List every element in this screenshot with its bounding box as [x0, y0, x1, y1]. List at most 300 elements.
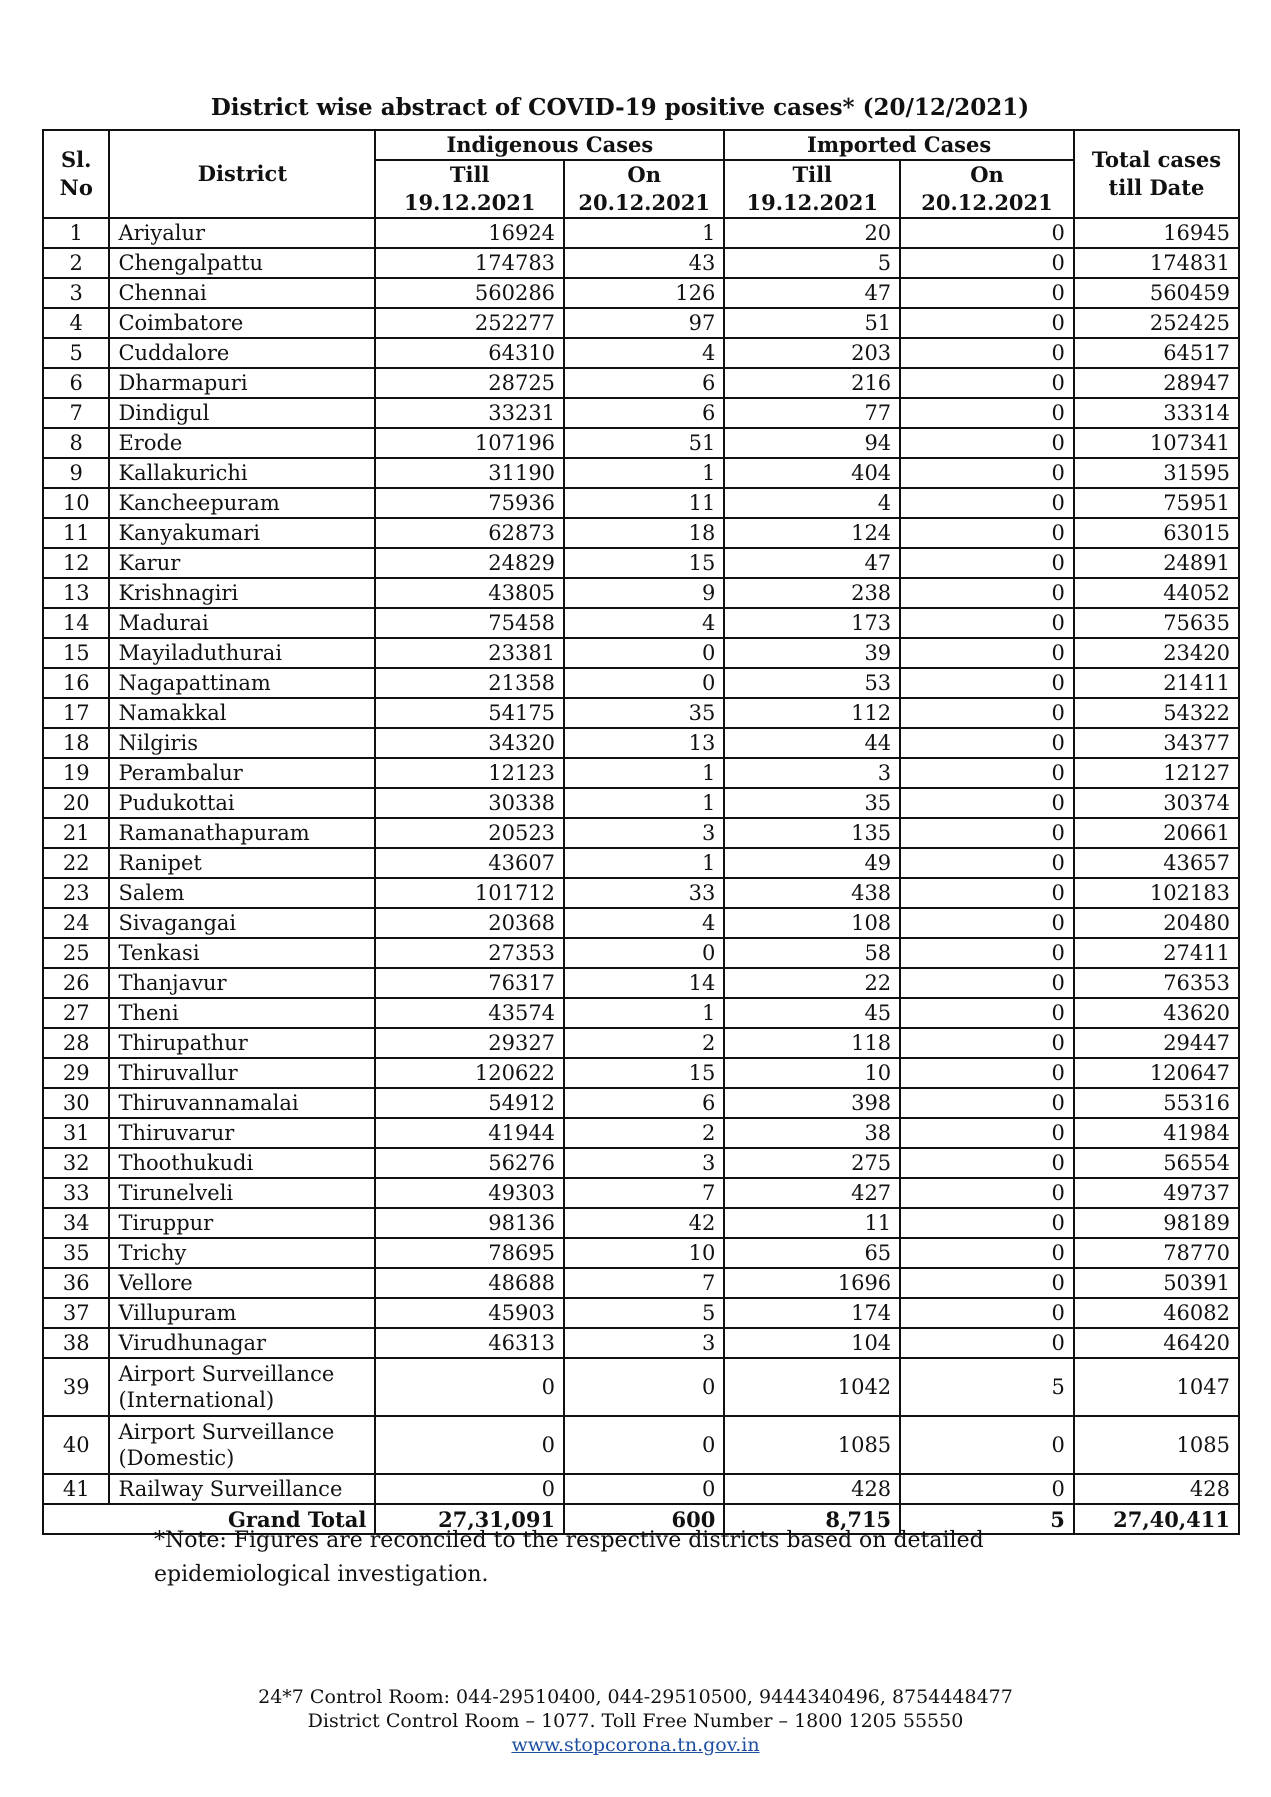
cell-total: 75951 [1074, 488, 1239, 518]
cell-imported-till: 112 [724, 698, 900, 728]
cell-total: 34377 [1074, 728, 1239, 758]
cell-total: 33314 [1074, 398, 1239, 428]
cell-total: 43657 [1074, 848, 1239, 878]
cell-sl-no: 28 [43, 1028, 109, 1058]
cell-indigenous-on: 97 [564, 308, 724, 338]
cell-indigenous-on: 51 [564, 428, 724, 458]
cell-indigenous-on: 0 [564, 1416, 724, 1474]
cell-imported-till: 10 [724, 1058, 900, 1088]
cell-imported-till: 58 [724, 938, 900, 968]
cell-sl-no: 36 [43, 1268, 109, 1298]
cell-indigenous-till: 20368 [375, 908, 564, 938]
cell-indigenous-on: 13 [564, 728, 724, 758]
cell-district: Airport Surveillance (Domestic) [109, 1416, 375, 1474]
cell-imported-on: 0 [900, 788, 1074, 818]
cell-imported-on: 0 [900, 668, 1074, 698]
cell-imported-on: 0 [900, 518, 1074, 548]
header-total: Total cases till Date [1074, 130, 1239, 218]
cell-indigenous-on: 3 [564, 1148, 724, 1178]
table-body [43, 218, 1239, 1504]
cell-sl-no: 6 [43, 368, 109, 398]
cell-district: Trichy [109, 1238, 375, 1268]
grand-total-cases: 27,40,411 [1074, 1504, 1239, 1534]
cell-total: 102183 [1074, 878, 1239, 908]
cell-district: Dharmapuri [109, 368, 375, 398]
cell-district: Kallakurichi [109, 458, 375, 488]
cell-indigenous-on: 6 [564, 398, 724, 428]
cell-district: Chengalpattu [109, 248, 375, 278]
header-indigenous: Indigenous Cases [375, 130, 724, 160]
cell-sl-no: 9 [43, 458, 109, 488]
cell-imported-on: 0 [900, 758, 1074, 788]
table-row [43, 218, 1239, 248]
cell-total: 28947 [1074, 368, 1239, 398]
table-row [43, 308, 1239, 338]
table-row [43, 248, 1239, 278]
cell-district: Vellore [109, 1268, 375, 1298]
cell-total: 46420 [1074, 1328, 1239, 1358]
cell-indigenous-on: 126 [564, 278, 724, 308]
cell-district: Thiruvallur [109, 1058, 375, 1088]
cell-sl-no: 38 [43, 1328, 109, 1358]
table-row [43, 1088, 1239, 1118]
cell-indigenous-till: 62873 [375, 518, 564, 548]
cell-district: Coimbatore [109, 308, 375, 338]
cell-district: Krishnagiri [109, 578, 375, 608]
cell-imported-till: 438 [724, 878, 900, 908]
cell-district: Ranipet [109, 848, 375, 878]
cell-imported-till: 1085 [724, 1416, 900, 1474]
cell-imported-on: 0 [900, 1058, 1074, 1088]
cell-imported-on: 0 [900, 698, 1074, 728]
cell-imported-till: 45 [724, 998, 900, 1028]
cell-imported-on: 0 [900, 908, 1074, 938]
cell-indigenous-on: 42 [564, 1208, 724, 1238]
cell-sl-no: 39 [43, 1358, 109, 1416]
cell-total: 1047 [1074, 1358, 1239, 1416]
cell-sl-no: 2 [43, 248, 109, 278]
cell-indigenous-till: 28725 [375, 368, 564, 398]
cell-imported-till: 5 [724, 248, 900, 278]
cell-indigenous-on: 4 [564, 608, 724, 638]
cell-district: Cuddalore [109, 338, 375, 368]
cell-imported-on: 0 [900, 1416, 1074, 1474]
cell-indigenous-on: 7 [564, 1268, 724, 1298]
cell-district: Thiruvarur [109, 1118, 375, 1148]
cell-total: 43620 [1074, 998, 1239, 1028]
cell-indigenous-till: 78695 [375, 1238, 564, 1268]
cell-imported-till: 39 [724, 638, 900, 668]
cell-district: Mayiladuthurai [109, 638, 375, 668]
cell-imported-till: 65 [724, 1238, 900, 1268]
cell-imported-on: 0 [900, 1118, 1074, 1148]
cell-imported-on: 0 [900, 458, 1074, 488]
table-row [43, 518, 1239, 548]
cell-sl-no: 35 [43, 1238, 109, 1268]
cell-indigenous-on: 0 [564, 1358, 724, 1416]
cell-district: Thanjavur [109, 968, 375, 998]
cell-district: Namakkal [109, 698, 375, 728]
grand-total-label: Grand Total [43, 1504, 375, 1534]
cell-imported-till: 49 [724, 848, 900, 878]
cell-sl-no: 41 [43, 1474, 109, 1504]
cell-sl-no: 19 [43, 758, 109, 788]
cell-imported-on: 0 [900, 338, 1074, 368]
cell-indigenous-on: 6 [564, 1088, 724, 1118]
table-row [43, 1028, 1239, 1058]
cell-imported-till: 135 [724, 818, 900, 848]
grand-total-indigenous-on: 600 [564, 1504, 724, 1534]
header-indigenous-on: On 20.12.2021 [564, 160, 724, 218]
cell-total: 20661 [1074, 818, 1239, 848]
cell-district: Tenkasi [109, 938, 375, 968]
cell-imported-on: 0 [900, 428, 1074, 458]
table-row [43, 668, 1239, 698]
cell-imported-on: 0 [900, 1268, 1074, 1298]
cell-indigenous-till: 43805 [375, 578, 564, 608]
cell-sl-no: 4 [43, 308, 109, 338]
cell-imported-till: 94 [724, 428, 900, 458]
cell-total: 24891 [1074, 548, 1239, 578]
cell-imported-till: 47 [724, 548, 900, 578]
cell-sl-no: 8 [43, 428, 109, 458]
cell-indigenous-on: 43 [564, 248, 724, 278]
table-row [43, 428, 1239, 458]
cell-total: 56554 [1074, 1148, 1239, 1178]
cell-indigenous-till: 12123 [375, 758, 564, 788]
cell-total: 44052 [1074, 578, 1239, 608]
table-row [43, 608, 1239, 638]
website-link[interactable]: www.stopcorona.tn.gov.in [511, 1734, 760, 1756]
header-sl-no: Sl. No [43, 130, 109, 218]
cell-imported-on: 0 [900, 1208, 1074, 1238]
control-room-line: 24*7 Control Room: 044-29510400, 044-29510500, 9444340496, 8754448477 [258, 1686, 1013, 1708]
cell-indigenous-on: 33 [564, 878, 724, 908]
grand-total-imported-till: 8,715 [724, 1504, 900, 1534]
cell-imported-on: 0 [900, 488, 1074, 518]
cell-total: 560459 [1074, 278, 1239, 308]
table-row [43, 1416, 1239, 1474]
cell-indigenous-till: 45903 [375, 1298, 564, 1328]
table-row [43, 728, 1239, 758]
table-row [43, 638, 1239, 668]
cell-sl-no: 1 [43, 218, 109, 248]
cell-district: Sivagangai [109, 908, 375, 938]
cell-sl-no: 12 [43, 548, 109, 578]
footnote: *Note: Figures are reconciled to the respective districts based on detailed epidemiological investigation. [154, 1528, 984, 1587]
header-district: District [109, 130, 375, 218]
table-row [43, 758, 1239, 788]
cell-sl-no: 37 [43, 1298, 109, 1328]
covid-cases-table [42, 129, 1240, 1535]
cell-imported-till: 44 [724, 728, 900, 758]
cell-indigenous-till: 21358 [375, 668, 564, 698]
cell-sl-no: 13 [43, 578, 109, 608]
cell-indigenous-on: 14 [564, 968, 724, 998]
cell-district: Nagapattinam [109, 668, 375, 698]
cell-indigenous-till: 0 [375, 1358, 564, 1416]
cell-imported-on: 0 [900, 878, 1074, 908]
cell-imported-on: 0 [900, 368, 1074, 398]
cell-indigenous-till: 29327 [375, 1028, 564, 1058]
cell-indigenous-on: 35 [564, 698, 724, 728]
table-row [43, 1118, 1239, 1148]
cell-total: 30374 [1074, 788, 1239, 818]
cell-imported-till: 174 [724, 1298, 900, 1328]
cell-indigenous-on: 1 [564, 758, 724, 788]
cell-indigenous-till: 56276 [375, 1148, 564, 1178]
cell-imported-till: 11 [724, 1208, 900, 1238]
cell-total: 98189 [1074, 1208, 1239, 1238]
cell-district: Salem [109, 878, 375, 908]
cell-imported-on: 0 [900, 398, 1074, 428]
cell-indigenous-till: 43574 [375, 998, 564, 1028]
cell-sl-no: 7 [43, 398, 109, 428]
cell-district: Tirunelveli [109, 1178, 375, 1208]
cell-imported-on: 0 [900, 218, 1074, 248]
cell-imported-till: 4 [724, 488, 900, 518]
cell-total: 27411 [1074, 938, 1239, 968]
table-row [43, 488, 1239, 518]
cell-indigenous-till: 33231 [375, 398, 564, 428]
cell-imported-till: 124 [724, 518, 900, 548]
cell-indigenous-on: 18 [564, 518, 724, 548]
cell-total: 23420 [1074, 638, 1239, 668]
table-row [43, 278, 1239, 308]
cell-indigenous-till: 101712 [375, 878, 564, 908]
cell-indigenous-till: 120622 [375, 1058, 564, 1088]
cell-indigenous-till: 23381 [375, 638, 564, 668]
cell-imported-on: 0 [900, 278, 1074, 308]
grand-total-indigenous-till: 27,31,091 [375, 1504, 564, 1534]
table-row [43, 1268, 1239, 1298]
cell-imported-till: 51 [724, 308, 900, 338]
cell-total: 64517 [1074, 338, 1239, 368]
cell-total: 107341 [1074, 428, 1239, 458]
cell-indigenous-on: 1 [564, 788, 724, 818]
cell-imported-till: 118 [724, 1028, 900, 1058]
cell-sl-no: 11 [43, 518, 109, 548]
cell-imported-on: 0 [900, 968, 1074, 998]
cell-sl-no: 16 [43, 668, 109, 698]
cell-indigenous-on: 11 [564, 488, 724, 518]
cell-sl-no: 24 [43, 908, 109, 938]
cell-imported-till: 35 [724, 788, 900, 818]
cell-total: 54322 [1074, 698, 1239, 728]
cell-imported-till: 20 [724, 218, 900, 248]
table-row [43, 818, 1239, 848]
cell-imported-on: 0 [900, 1148, 1074, 1178]
table-row [43, 938, 1239, 968]
cell-indigenous-on: 3 [564, 1328, 724, 1358]
cell-imported-till: 1696 [724, 1268, 900, 1298]
cell-indigenous-till: 0 [375, 1416, 564, 1474]
cell-indigenous-on: 2 [564, 1118, 724, 1148]
cell-indigenous-till: 560286 [375, 278, 564, 308]
cell-sl-no: 22 [43, 848, 109, 878]
cell-imported-till: 1042 [724, 1358, 900, 1416]
cell-sl-no: 18 [43, 728, 109, 758]
cell-district: Thoothukudi [109, 1148, 375, 1178]
grand-total-imported-on: 5 [900, 1504, 1074, 1534]
cell-imported-till: 108 [724, 908, 900, 938]
cell-sl-no: 30 [43, 1088, 109, 1118]
table-row [43, 1474, 1239, 1504]
cell-imported-on: 0 [900, 578, 1074, 608]
cell-total: 46082 [1074, 1298, 1239, 1328]
cell-district: Railway Surveillance [109, 1474, 375, 1504]
cell-sl-no: 3 [43, 278, 109, 308]
table-row [43, 1058, 1239, 1088]
header-indigenous-till: Till 19.12.2021 [375, 160, 564, 218]
cell-total: 75635 [1074, 608, 1239, 638]
cell-indigenous-on: 0 [564, 1474, 724, 1504]
table-row [43, 998, 1239, 1028]
cell-sl-no: 14 [43, 608, 109, 638]
cell-district: Kancheepuram [109, 488, 375, 518]
cell-imported-till: 38 [724, 1118, 900, 1148]
cell-indigenous-till: 34320 [375, 728, 564, 758]
cell-indigenous-till: 75458 [375, 608, 564, 638]
cell-sl-no: 31 [43, 1118, 109, 1148]
cell-indigenous-till: 41944 [375, 1118, 564, 1148]
cell-district: Erode [109, 428, 375, 458]
footer [0, 1685, 1271, 1757]
table-row [43, 878, 1239, 908]
cell-imported-on: 0 [900, 1474, 1074, 1504]
table-row [43, 338, 1239, 368]
table-row [43, 1148, 1239, 1178]
cell-district: Thirupathur [109, 1028, 375, 1058]
cell-total: 76353 [1074, 968, 1239, 998]
cell-indigenous-till: 30338 [375, 788, 564, 818]
cell-indigenous-till: 49303 [375, 1178, 564, 1208]
cell-total: 49737 [1074, 1178, 1239, 1208]
cell-imported-till: 238 [724, 578, 900, 608]
cell-district: Theni [109, 998, 375, 1028]
cell-imported-till: 173 [724, 608, 900, 638]
cell-indigenous-till: 43607 [375, 848, 564, 878]
cell-indigenous-on: 4 [564, 338, 724, 368]
cell-imported-till: 3 [724, 758, 900, 788]
cell-total: 120647 [1074, 1058, 1239, 1088]
cell-district: Ramanathapuram [109, 818, 375, 848]
cell-district: Dindigul [109, 398, 375, 428]
cell-district: Tiruppur [109, 1208, 375, 1238]
cell-total: 1085 [1074, 1416, 1239, 1474]
cell-indigenous-till: 24829 [375, 548, 564, 578]
cell-total: 252425 [1074, 308, 1239, 338]
cell-indigenous-till: 174783 [375, 248, 564, 278]
district-control-line: District Control Room – 1077. Toll Free Number – 1800 1205 55550 [307, 1710, 964, 1732]
cell-district: Virudhunagar [109, 1328, 375, 1358]
table-row [43, 1298, 1239, 1328]
cell-sl-no: 32 [43, 1148, 109, 1178]
cell-imported-on: 0 [900, 1028, 1074, 1058]
cell-total: 174831 [1074, 248, 1239, 278]
cell-total: 16945 [1074, 218, 1239, 248]
cell-district: Ariyalur [109, 218, 375, 248]
cell-indigenous-till: 31190 [375, 458, 564, 488]
cell-district: Pudukottai [109, 788, 375, 818]
cell-indigenous-on: 7 [564, 1178, 724, 1208]
cell-total: 78770 [1074, 1238, 1239, 1268]
cell-total: 55316 [1074, 1088, 1239, 1118]
cell-imported-till: 216 [724, 368, 900, 398]
cell-indigenous-on: 1 [564, 218, 724, 248]
cell-imported-on: 0 [900, 1088, 1074, 1118]
table-row [43, 458, 1239, 488]
cell-indigenous-till: 27353 [375, 938, 564, 968]
cell-district: Kanyakumari [109, 518, 375, 548]
cell-imported-till: 104 [724, 1328, 900, 1358]
cell-sl-no: 21 [43, 818, 109, 848]
table-row [43, 398, 1239, 428]
cell-district: Villupuram [109, 1298, 375, 1328]
cell-total: 21411 [1074, 668, 1239, 698]
cell-indigenous-on: 0 [564, 638, 724, 668]
cell-imported-on: 0 [900, 938, 1074, 968]
cell-total: 29447 [1074, 1028, 1239, 1058]
table-row [43, 548, 1239, 578]
table-row [43, 1358, 1239, 1416]
cell-indigenous-on: 1 [564, 998, 724, 1028]
cell-imported-on: 0 [900, 638, 1074, 668]
cell-indigenous-on: 0 [564, 668, 724, 698]
cell-total: 41984 [1074, 1118, 1239, 1148]
cell-indigenous-till: 16924 [375, 218, 564, 248]
cell-imported-till: 275 [724, 1148, 900, 1178]
cell-imported-on: 0 [900, 1298, 1074, 1328]
cell-imported-till: 404 [724, 458, 900, 488]
cell-imported-on: 0 [900, 248, 1074, 278]
cell-district: Thiruvannamalai [109, 1088, 375, 1118]
cell-sl-no: 40 [43, 1416, 109, 1474]
cell-imported-on: 0 [900, 848, 1074, 878]
table-row [43, 968, 1239, 998]
cell-indigenous-till: 46313 [375, 1328, 564, 1358]
cell-imported-till: 22 [724, 968, 900, 998]
table-row [43, 1238, 1239, 1268]
table-row [43, 1178, 1239, 1208]
table-row [43, 1328, 1239, 1358]
cell-total: 31595 [1074, 458, 1239, 488]
cell-imported-till: 398 [724, 1088, 900, 1118]
cell-total: 63015 [1074, 518, 1239, 548]
cell-sl-no: 27 [43, 998, 109, 1028]
cell-imported-till: 53 [724, 668, 900, 698]
cell-imported-till: 77 [724, 398, 900, 428]
page-title: District wise abstract of COVID-19 positive cases* (20/12/2021) [210, 94, 1030, 121]
cell-total: 428 [1074, 1474, 1239, 1504]
cell-district: Airport Surveillance (International) [109, 1358, 375, 1416]
cell-indigenous-on: 0 [564, 938, 724, 968]
cell-imported-till: 203 [724, 338, 900, 368]
cell-imported-on: 0 [900, 728, 1074, 758]
cell-imported-till: 427 [724, 1178, 900, 1208]
cell-sl-no: 15 [43, 638, 109, 668]
cell-sl-no: 29 [43, 1058, 109, 1088]
cell-indigenous-till: 107196 [375, 428, 564, 458]
table-row [43, 698, 1239, 728]
table-row [43, 1208, 1239, 1238]
cell-indigenous-on: 10 [564, 1238, 724, 1268]
cell-district: Chennai [109, 278, 375, 308]
cell-indigenous-on: 1 [564, 458, 724, 488]
cell-indigenous-on: 1 [564, 848, 724, 878]
cell-indigenous-till: 54912 [375, 1088, 564, 1118]
cell-imported-on: 0 [900, 1238, 1074, 1268]
